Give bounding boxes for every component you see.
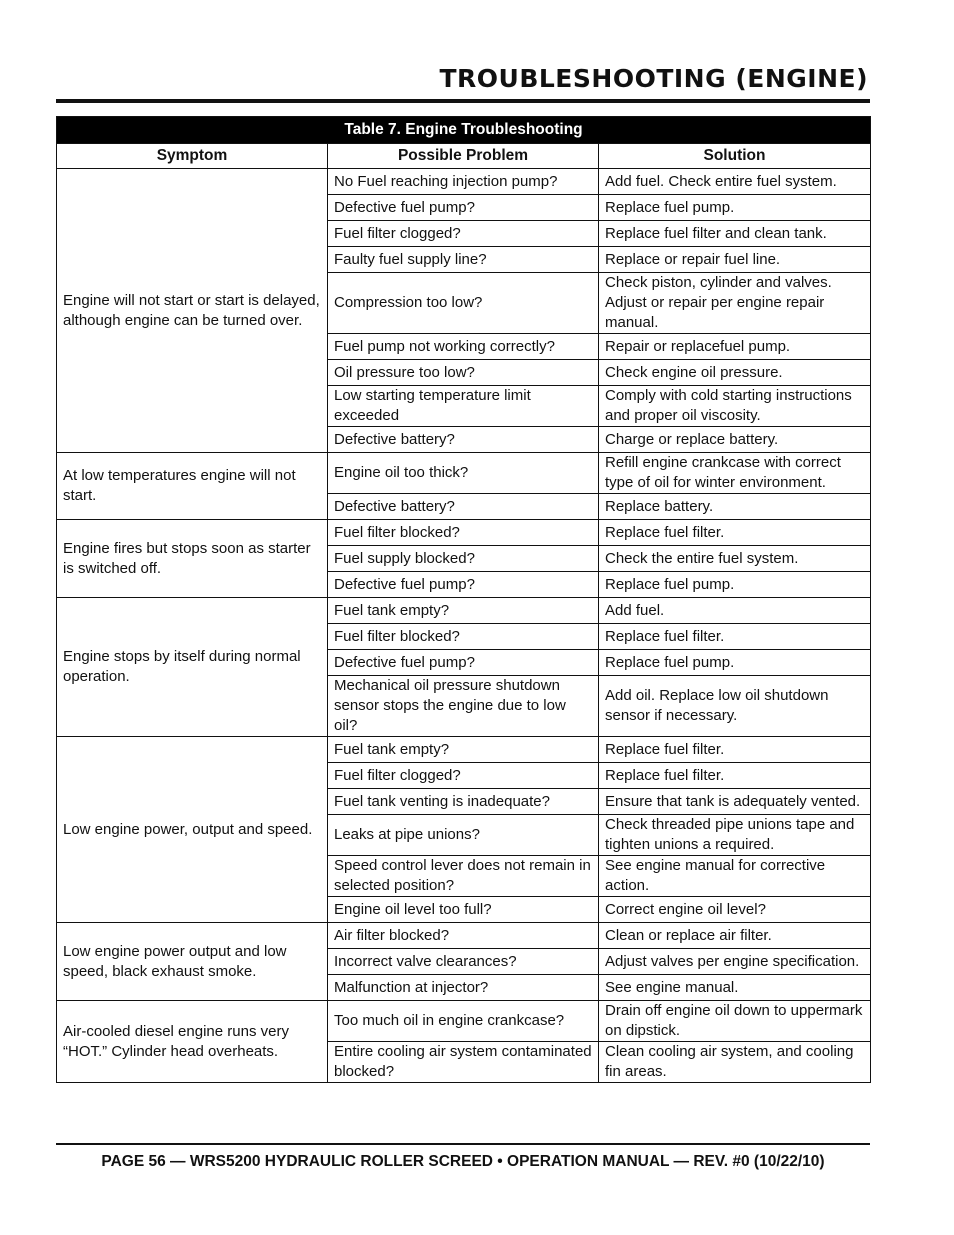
possible-problem-cell: Compression too low? (328, 273, 599, 334)
solution-cell: Replace fuel filter. (599, 624, 871, 650)
solution-cell: Drain off engine oil down to uppermark on dipstick. (599, 1001, 871, 1042)
table-row (57, 737, 871, 763)
table-row (57, 1001, 871, 1042)
possible-problem-cell: Fuel tank empty? (328, 598, 599, 624)
table-row (57, 520, 871, 546)
possible-problem-cell: Fuel filter clogged? (328, 221, 599, 247)
symptom-cell: Engine stops by itself during normal operation. (57, 598, 328, 737)
solution-cell: Check threaded pipe unions tape and tighten unions a required. (599, 815, 871, 856)
possible-problem-cell: Defective battery? (328, 427, 599, 453)
solution-cell: Clean or replace air filter. (599, 923, 871, 949)
possible-problem-cell: Defective battery? (328, 494, 599, 520)
possible-problem-cell: Malfunction at injector? (328, 975, 599, 1001)
solution-cell: Ensure that tank is adequately vented. (599, 789, 871, 815)
possible-problem-cell: Speed control lever does not remain in selected position? (328, 856, 599, 897)
symptom-cell: At low temperatures engine will not start. (57, 453, 328, 520)
column-header-symptom: Symptom (57, 144, 328, 169)
possible-problem-cell: Fuel filter blocked? (328, 624, 599, 650)
table-caption: Table 7. Engine Troubleshooting (57, 117, 871, 144)
possible-problem-cell: Fuel supply blocked? (328, 546, 599, 572)
possible-problem-cell: Fuel filter clogged? (328, 763, 599, 789)
solution-cell: Check the entire fuel system. (599, 546, 871, 572)
possible-problem-cell: Entire cooling air system contaminated blocked? (328, 1042, 599, 1083)
solution-cell: Add oil. Replace low oil shutdown sensor if necessary. (599, 676, 871, 737)
possible-problem-cell: Fuel filter blocked? (328, 520, 599, 546)
page-footer: PAGE 56 — WRS5200 HYDRAULIC ROLLER SCREED • OPERATION MANUAL — REV. #0 (10/22/10) (101, 1153, 825, 1170)
possible-problem-cell: Defective fuel pump? (328, 195, 599, 221)
solution-cell: Refill engine crankcase with correct type of oil for winter environment. (599, 453, 871, 494)
symptom-cell: Engine fires but stops soon as starter is switched off. (57, 520, 328, 598)
possible-problem-cell: Fuel tank venting is inadequate? (328, 789, 599, 815)
engine-troubleshooting-table (56, 116, 871, 1083)
page-title: TROUBLESHOOTING (ENGINE) (439, 64, 868, 93)
solution-cell: See engine manual for corrective action. (599, 856, 871, 897)
solution-cell: Check piston, cylinder and valves. Adjust or repair per engine repair manual. (599, 273, 871, 334)
possible-problem-cell: Faulty fuel supply line? (328, 247, 599, 273)
table-row (57, 453, 871, 494)
possible-problem-cell: Fuel pump not working correctly? (328, 334, 599, 360)
solution-cell: Correct engine oil level? (599, 897, 871, 923)
solution-cell: Add fuel. Check entire fuel system. (599, 169, 871, 195)
solution-cell: Comply with cold starting instructions and proper oil viscosity. (599, 386, 871, 427)
solution-cell: Replace fuel filter. (599, 763, 871, 789)
possible-problem-cell: No Fuel reaching injection pump? (328, 169, 599, 195)
solution-cell: Replace or repair fuel line. (599, 247, 871, 273)
header-rule (56, 99, 870, 103)
possible-problem-cell: Fuel tank empty? (328, 737, 599, 763)
solution-cell: Repair or replacefuel pump. (599, 334, 871, 360)
solution-cell: Replace fuel pump. (599, 650, 871, 676)
solution-cell: Add fuel. (599, 598, 871, 624)
solution-cell: Replace battery. (599, 494, 871, 520)
possible-problem-cell: Leaks at pipe unions? (328, 815, 599, 856)
possible-problem-cell: Mechanical oil pressure shutdown sensor stops the engine due to low oil? (328, 676, 599, 737)
symptom-cell: Air-cooled diesel engine runs very “HOT.” Cylinder head overheats. (57, 1001, 328, 1083)
possible-problem-cell: Incorrect valve clearances? (328, 949, 599, 975)
solution-cell: Charge or replace battery. (599, 427, 871, 453)
possible-problem-cell: Defective fuel pump? (328, 650, 599, 676)
solution-cell: Replace fuel filter. (599, 737, 871, 763)
solution-cell: Replace fuel filter and clean tank. (599, 221, 871, 247)
solution-cell: Adjust valves per engine specification. (599, 949, 871, 975)
possible-problem-cell: Defective fuel pump? (328, 572, 599, 598)
table-row (57, 923, 871, 949)
table-row (57, 169, 871, 195)
possible-problem-cell: Oil pressure too low? (328, 360, 599, 386)
possible-problem-cell: Too much oil in engine crankcase? (328, 1001, 599, 1042)
symptom-cell: Low engine power, output and speed. (57, 737, 328, 923)
solution-cell: See engine manual. (599, 975, 871, 1001)
solution-cell: Replace fuel filter. (599, 520, 871, 546)
possible-problem-cell: Low starting temperature limit exceeded (328, 386, 599, 427)
symptom-cell: Low engine power output and low speed, black exhaust smoke. (57, 923, 328, 1001)
possible-problem-cell: Engine oil too thick? (328, 453, 599, 494)
table-body (57, 169, 871, 1083)
column-header-solution: Solution (599, 144, 871, 169)
column-header-possible-problem: Possible Problem (328, 144, 599, 169)
solution-cell: Replace fuel pump. (599, 572, 871, 598)
possible-problem-cell: Engine oil level too full? (328, 897, 599, 923)
footer-rule (56, 1143, 870, 1145)
symptom-cell: Engine will not start or start is delayed, although engine can be turned over. (57, 169, 328, 453)
solution-cell: Clean cooling air system, and cooling fin areas. (599, 1042, 871, 1083)
possible-problem-cell: Air filter blocked? (328, 923, 599, 949)
table-row (57, 598, 871, 624)
solution-cell: Replace fuel pump. (599, 195, 871, 221)
solution-cell: Check engine oil pressure. (599, 360, 871, 386)
